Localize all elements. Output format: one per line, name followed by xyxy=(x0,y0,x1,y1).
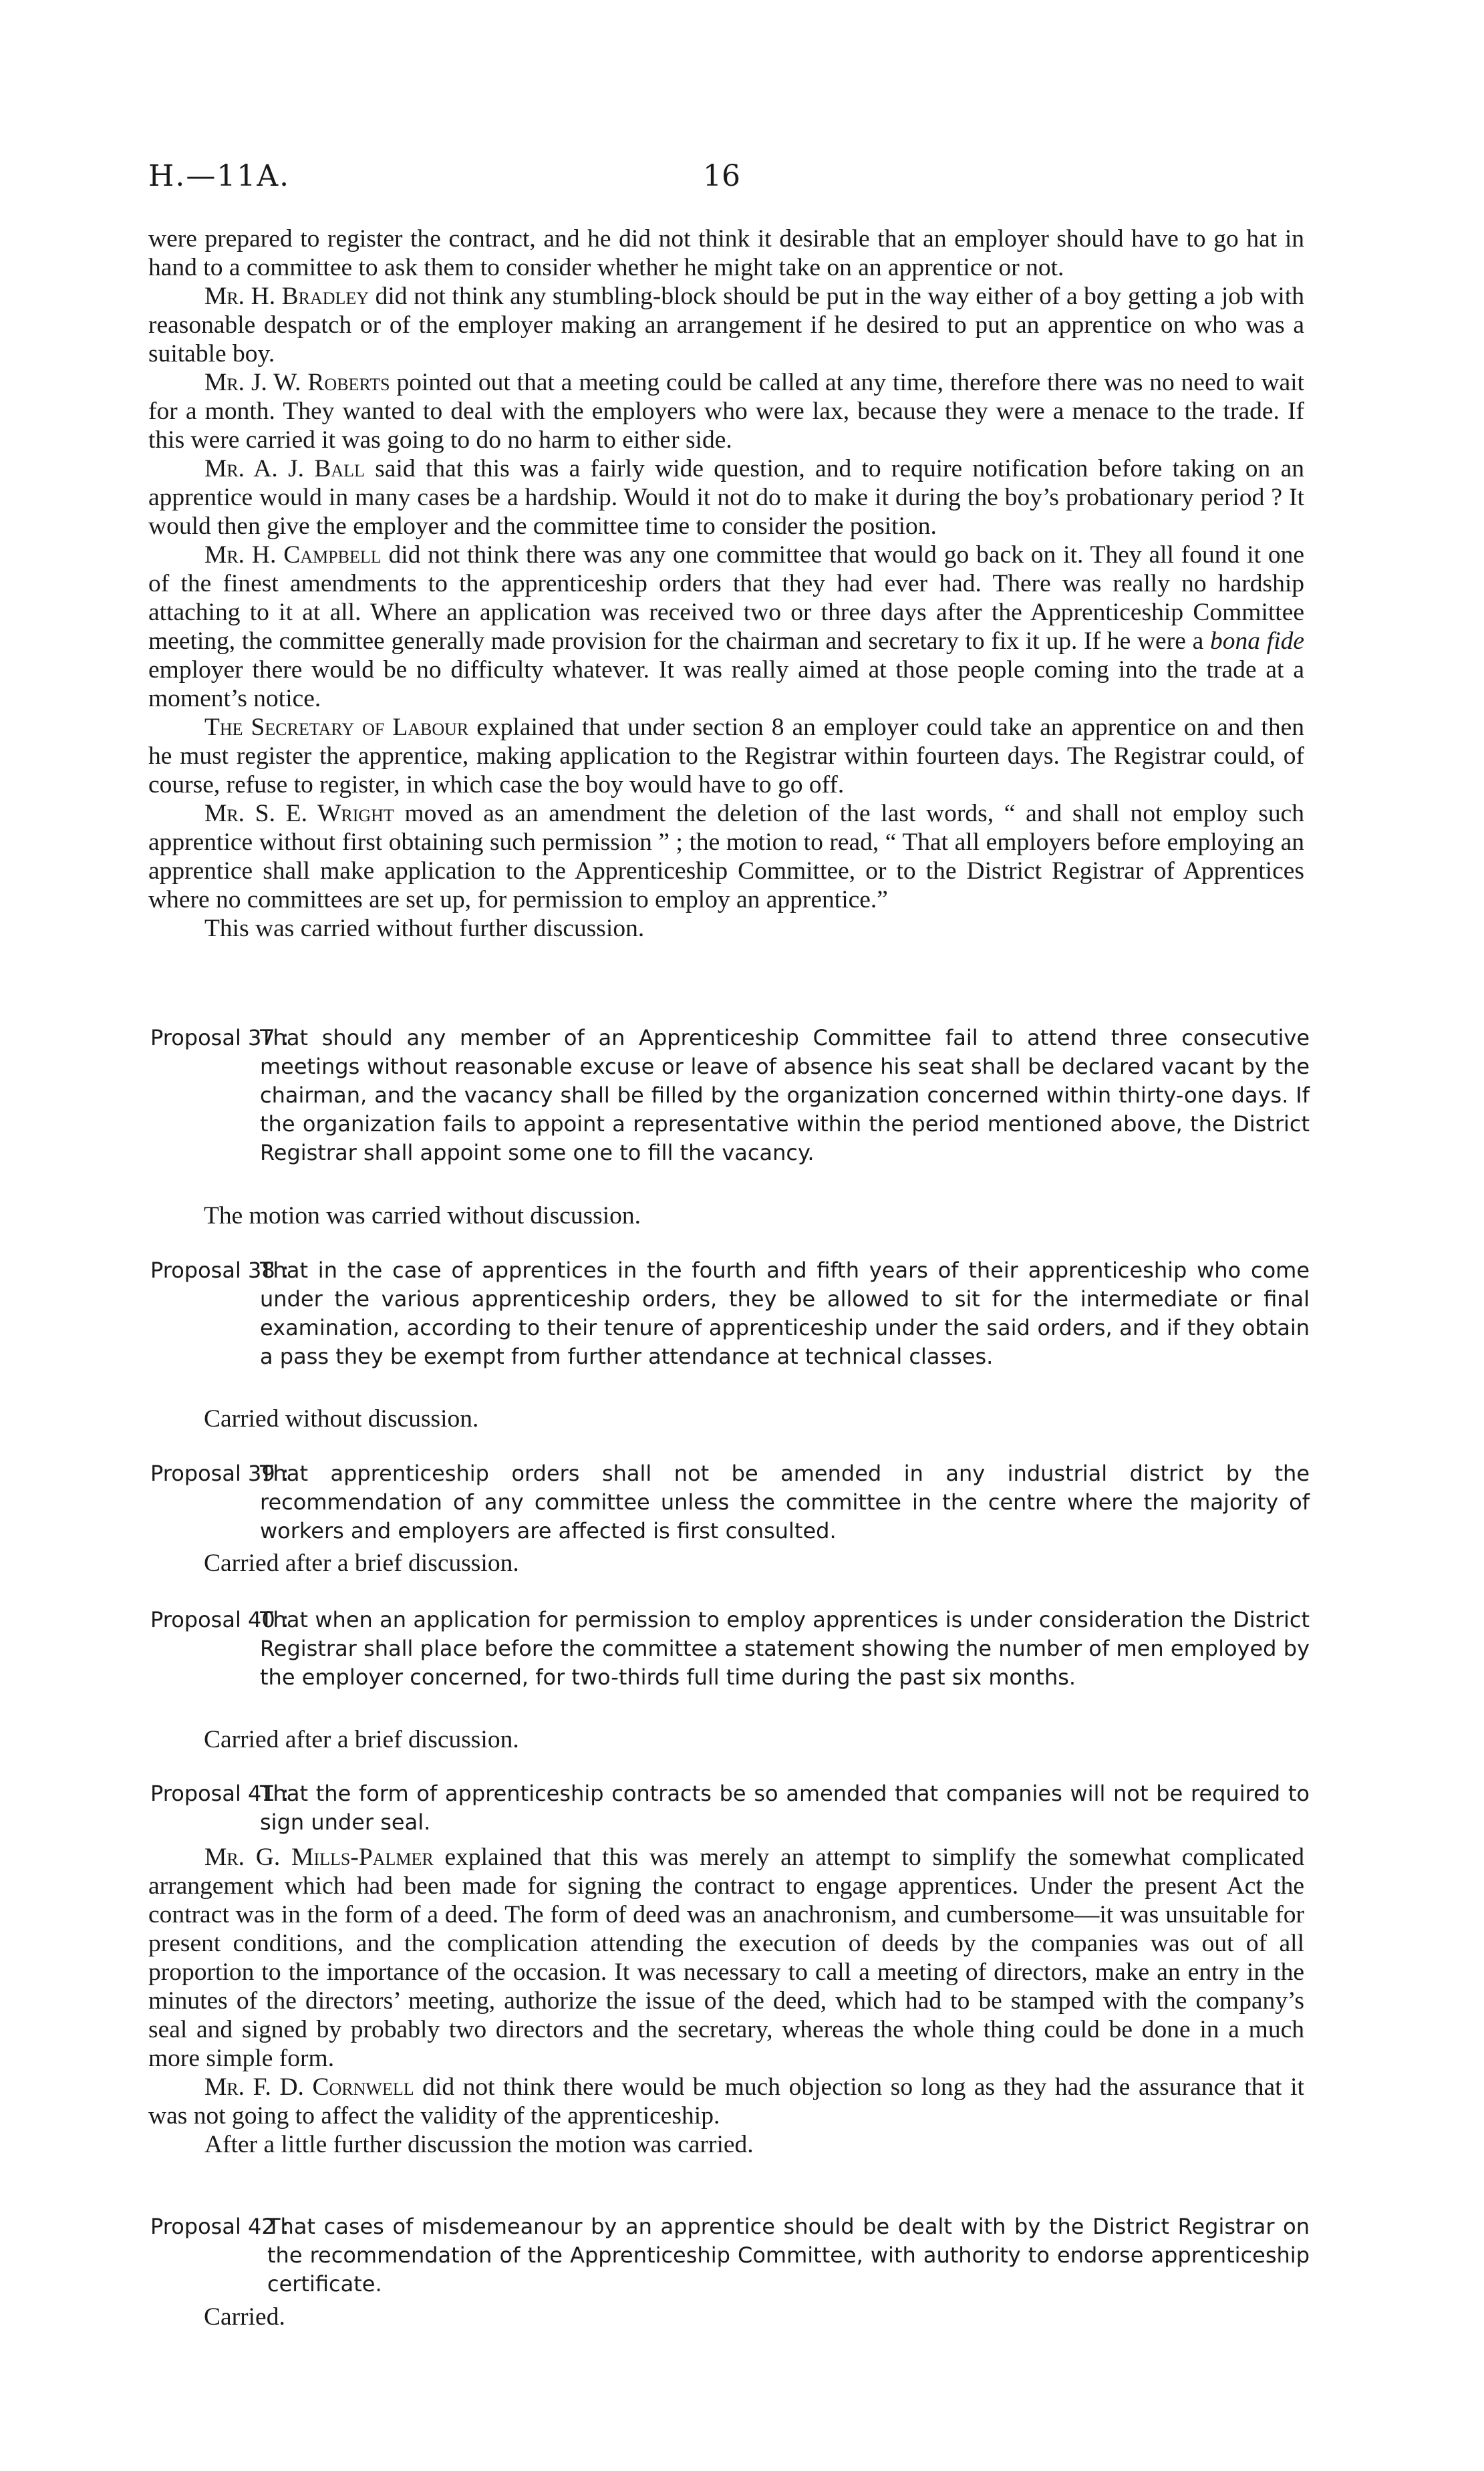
proposal-label: Proposal 42 : xyxy=(150,2214,289,2239)
page-number: 16 xyxy=(703,159,740,193)
speech-cornwell: Mr. F. D. Cornwell did not think there would be much objection so long as they had the assurance that it was not going to affect the validity of the apprenticeship. xyxy=(148,2073,1304,2130)
proposal-text: That should any member of an Apprenticeship Committee fail to attend three consecutive meetings without reasonable excuse or leave of absence his seat shall be declared vacant by the chairman, and the vacancy shall be filled by the organization concerned within thirty-one days. If the organization fails to appoint a representative within the period mentioned above, the District Registrar shall appoint some one to fill the vacancy. xyxy=(260,1025,1310,1165)
proposal-39 xyxy=(150,1459,1310,1546)
speech-wright: Mr. S. E. Wright moved as an amendment the deletion of the last words, “ and shall not employ such apprentice without first obtaining such permission ” ; the motion to read, “ That all employers before employing an apprentice shall make application to the Apprenticeship Committee, or to the District Registrar of Apprentices where no committees are set up, for permission to employ an apprentice.” xyxy=(148,800,1304,913)
document-reference: H.—11A. xyxy=(148,159,291,193)
proposal-37-outcome: The motion was carried without discussion. xyxy=(204,1202,641,1229)
proposal-38-outcome: Carried without discussion. xyxy=(204,1405,479,1433)
proposal-text: That cases of misdemeanour by an apprentice should be dealt with by the District Registrar on the recommendation of the Apprenticeship Committee, with authority to endorse apprenticeship certificate. xyxy=(267,2214,1310,2297)
proposal-text: That when an application for permission to employ apprentices is under consideration the District Registrar shall place before the committee a statement showing the number of men employed by the employer concerned, for two-thirds full time during the past six months. xyxy=(260,1607,1310,1690)
proposal-text: That apprenticeship orders shall not be amended in any industrial district by the recommendation of any committee unless the committee in the centre where the majority of workers and employers are affected is first consulted. xyxy=(260,1461,1310,1544)
proposal-42 xyxy=(150,2212,1310,2299)
proposal-label: Proposal 38 : xyxy=(150,1258,289,1283)
proposal-39-outcome: Carried after a brief discussion. xyxy=(204,1550,519,1577)
proposal-text: That the form of apprenticeship contracts be so amended that companies will not be required to sign under seal. xyxy=(260,1781,1310,1835)
proposal-41-outcome: After a little further discussion the motion was carried. xyxy=(204,2131,754,2158)
proposal-label: Proposal 41 : xyxy=(150,1781,289,1806)
proposal-40-outcome: Carried after a brief discussion. xyxy=(204,1726,519,1753)
proposal-label: Proposal 39 : xyxy=(150,1461,289,1486)
speech-roberts: Mr. J. W. Roberts pointed out that a meeting could be called at any time, therefore there was no need to wait for a month. They wanted to deal with the employers who were lax, because they were a menace to the trade. If this were carried it was going to do no harm to either side. xyxy=(148,369,1305,454)
speech-campbell: Mr. H. Campbell did not think there was any one committee that would go back on it. They all found it one of the finest amendments to the apprenticeship orders that they had ever had. There was really no hardship attaching to it at all. Where an application was received two or three days after the Apprenticeship Committee meeting, the committee generally made provision for the chairman and secretary to fix it up. If he were a bona fide employer there would be no difficulty whatever. It was really aimed at those people coming into the trade at a moment’s notice. xyxy=(148,541,1305,712)
proposal-label: Proposal 40 : xyxy=(150,1607,289,1632)
speech-mills-palmer: Mr. G. Mills-Palmer explained that this was merely an attempt to simplify the somewhat complicated arrangement which had been made for signing the contract to engage apprentices. Under the present Act the contract was in the form of a deed. The form of deed was an anachronism, and cumbersome—it was unsuitable for present conditions, and the complication attending the execution of deeds by the companies was out of all proportion to the importance of the occasion. It was necessary to call a meeting of directors, make an entry in the minutes of the directors’ meeting, authorize the issue of the deed, which had to be stamped with the company’s seal and signed by probably two directors and the secretary, whereas the whole thing could be done in a much more simple form. xyxy=(148,1844,1305,2072)
proposal-37 xyxy=(150,1024,1310,1167)
proposal-41-discussion xyxy=(148,1843,1304,2159)
discussion-block xyxy=(148,225,1304,943)
proposal-38 xyxy=(150,1256,1310,1371)
proposal-text: That in the case of apprentices in the fourth and fifth years of their apprenticeship who come under the various apprenticeship orders, they be allowed to sit for the intermediate or final examination, according to their tenure of apprenticeship under the said orders, and if they obtain a pass they be exempt from further attendance at technical classes. xyxy=(260,1258,1310,1369)
speech-secretary: The Secretary of Labour explained that under section 8 an employer could take an apprentice on and then he must register the apprentice, making application to the Registrar within fourteen days. The Registrar could, of course, refuse to register, in which case the boy would have to go off. xyxy=(148,714,1304,798)
proposal-42-outcome: Carried. xyxy=(204,2303,285,2331)
carried-note: This was carried without further discussion. xyxy=(204,915,645,942)
proposal-40 xyxy=(150,1606,1310,1692)
proposal-label: Proposal 37 : xyxy=(150,1025,289,1050)
speech-bradley: Mr. H. Bradley did not think any stumbling-block should be put in the way either of a boy getting a job with reasonable despatch or of the employer making an arrangement if he desired to put an apprentice on who was a suitable boy. xyxy=(148,283,1304,368)
speech-ball: Mr. A. J. Ball said that this was a fairly wide question, and to require notification before taking on an apprentice would in many cases be a hardship. Would it not do to make it during the boy’s probationary period ? It would then give the employer and the committee time to consider the position. xyxy=(148,455,1304,540)
proposal-41 xyxy=(150,1779,1310,1837)
paragraph-continued: were prepared to register the contract, and he did not think it desirable that an employer should have to go hat in hand to a committee to ask them to consider whether he might take on an apprentice or not. xyxy=(148,225,1304,281)
